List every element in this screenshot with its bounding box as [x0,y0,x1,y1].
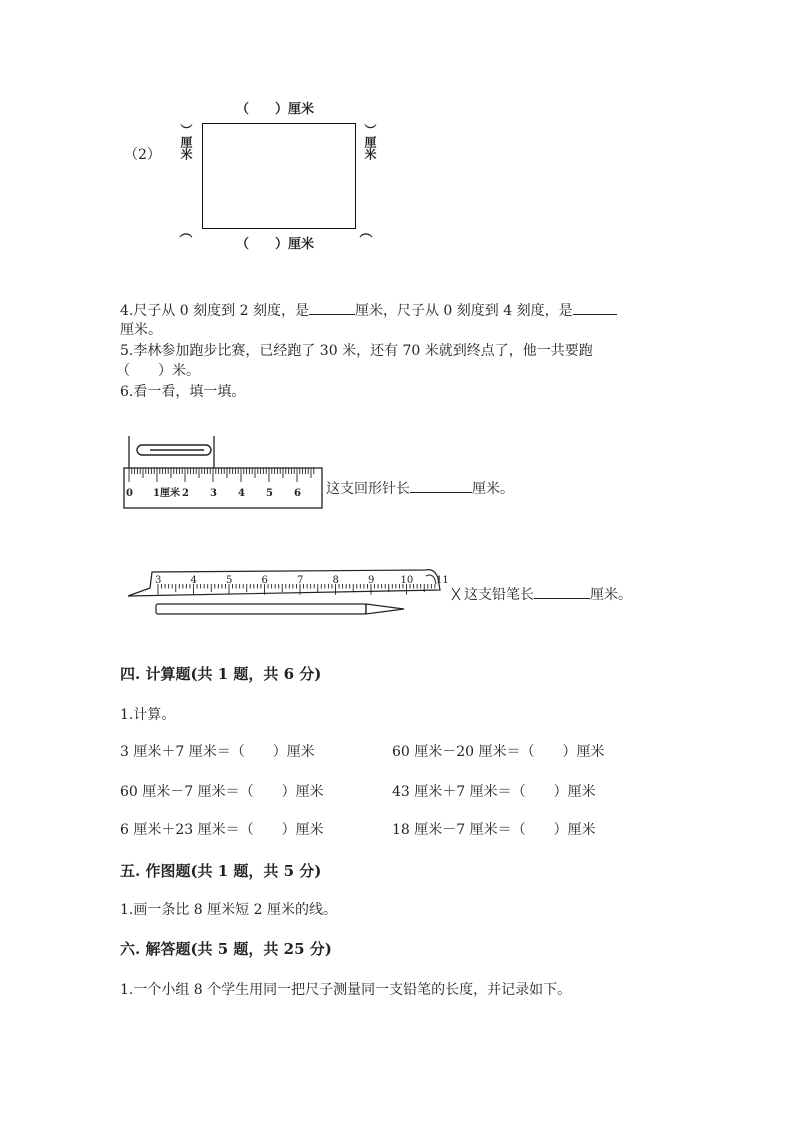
question-5: 5.李林参加跑步比赛，已经跑了 30 米，还有 70 米就到终点了，他一共要跑 [120,343,593,359]
section-6-item: 1.一个小组 8 个学生用同一把尺子测量同一支铅笔的长度，并记录如下。 [120,982,572,998]
ruler-tick-label: 11 [436,575,449,586]
rect-right-paren: （ [357,224,373,239]
calc-row-1-right: 60 厘米－20 厘米＝（ ）厘米 [392,744,605,760]
question-5-continued: （ ）米。 [116,363,200,379]
rect-left-length-label: ）厘米 [179,124,193,160]
question-6: 6.看一看，填一填。 [120,384,246,400]
answer-blank[interactable] [534,584,590,599]
pencil-question: 这支铅笔长 厘米。 [464,584,632,605]
ruler-tick-label: 3 [210,488,217,499]
ruler-body [128,570,440,596]
answer-blank[interactable] [309,300,355,315]
answer-blank[interactable] [573,300,617,315]
ruler-tick-label: 10 [400,575,414,586]
rect-right-length-label: ）厘米 [363,124,377,160]
paper-clip-question: 这支回形针长 厘米。 [326,478,514,499]
ruler-tick-label: 1厘米 [153,488,180,499]
section-4-title: 四. 计算题(共 1 题，共 6 分) [120,665,322,683]
question-4: 4.尺子从 0 刻度到 2 刻度，是 厘米，尺子从 0 刻度到 4 刻度，是 [120,300,617,321]
calc-row-2-left: 60 厘米－7 厘米＝（ ）厘米 [120,784,324,800]
rect-bottom-length-label: （ ）厘米 [236,237,315,252]
pencil-ruler-figure [122,562,462,622]
rectangle-shape [202,123,356,229]
section-5-title: 五. 作图题(共 1 题，共 5 分) [120,862,322,880]
rect-top-length-label: （ ）厘米 [236,102,315,117]
ruler-tick-label: 4 [238,488,245,499]
section-6-title: 六. 解答题(共 5 题，共 25 分) [120,940,332,958]
ruler-tick-label: 5 [226,575,233,586]
ruler-tick-label: 7 [297,575,304,586]
ruler-tick-label: 0 [126,488,133,499]
ruler-tick-label: 6 [294,488,301,499]
calc-row-3-left: 6 厘米＋23 厘米＝（ ）厘米 [120,822,324,838]
ruler-tick-label: 5 [266,488,273,499]
ruler-tick-label: 8 [332,575,339,586]
calc-row-1-left: 3 厘米＋7 厘米＝（ ）厘米 [120,744,315,760]
ruler-tick-label: 9 [368,575,375,586]
calc-row-2-right: 43 厘米＋7 厘米＝（ ）厘米 [392,784,596,800]
paper-clip-icon [137,445,211,455]
paper-clip-ruler-figure [120,432,330,514]
figure-2-label: （2） [124,147,161,163]
section-5-item: 1.画一条比 8 厘米短 2 厘米的线。 [120,902,337,918]
rect-left-paren: （ [177,224,193,239]
ruler-tick-label: 6 [261,575,268,586]
ruler-tick-label: 2 [182,488,189,499]
ruler-tick-label: 4 [190,575,197,586]
pencil-icon [156,604,404,614]
ruler-tick-label: 3 [155,575,162,586]
section-4-item: 1.计算。 [120,707,176,723]
calc-row-3-right: 18 厘米－7 厘米＝（ ）厘米 [392,822,596,838]
question-4-continued: 厘米。 [120,322,162,338]
answer-blank[interactable] [410,478,472,493]
